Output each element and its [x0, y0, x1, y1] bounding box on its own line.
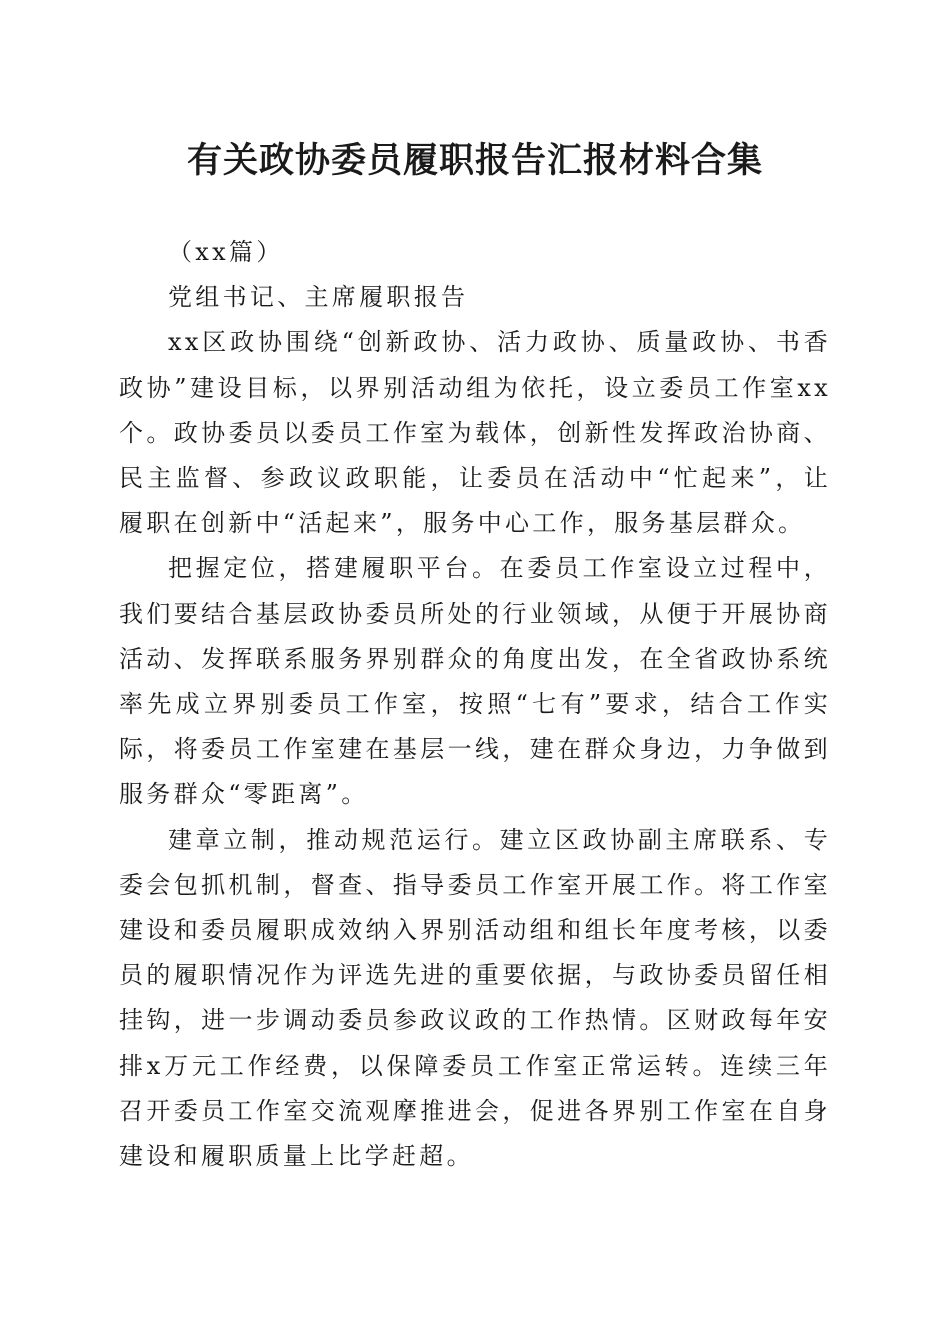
body-paragraph: 把握定位，搭建履职平台。在委员工作室设立过程中，我们要结合基层政协委员所处的行业领域，从便于开展协商活动、发挥联系服务界别群众的角度出发，在全省政协系统率先成立界别委员工作室，按照“七有”要求，结合工作实际，将委员工作室建在基层一线，建在群众身边，力争做到服务群众“零距离”。	[119, 554, 831, 809]
document-body	[119, 230, 831, 1179]
document-title: 有关政协委员履职报告汇报材料合集	[186, 141, 763, 181]
article-count-note: （xx篇）	[168, 238, 284, 266]
section-heading: 党组书记、主席履职报告	[168, 283, 469, 312]
body-paragraph: xx区政协围绕“创新政协、活力政协、质量政协、书香政协”建设目标，以界别活动组为依托，设立委员工作室xx个。政协委员以委员工作室为载体，创新性发挥政治协商、民主监督、参政议政职能，让委员在活动中“忙起来”，让履职在创新中“活起来”，服务中心工作，服务基层群众。	[119, 328, 831, 538]
body-paragraph: 建章立制，推动规范运行。建立区政协副主席联系、专委会包抓机制，督查、指导委员工作室开展工作。将工作室建设和委员履职成效纳入界别活动组和组长年度考核，以委员的履职情况作为评选先进的重要依据，与政协委员留任相挂钩，进一步调动委员参政议政的工作热情。区财政每年安排x万元工作经费，以保障委员工作室正常运转。连续三年召开委员工作室交流观摩推进会，促进各界别工作室在自身建设和履职质量上比学赶超。	[119, 825, 831, 1171]
